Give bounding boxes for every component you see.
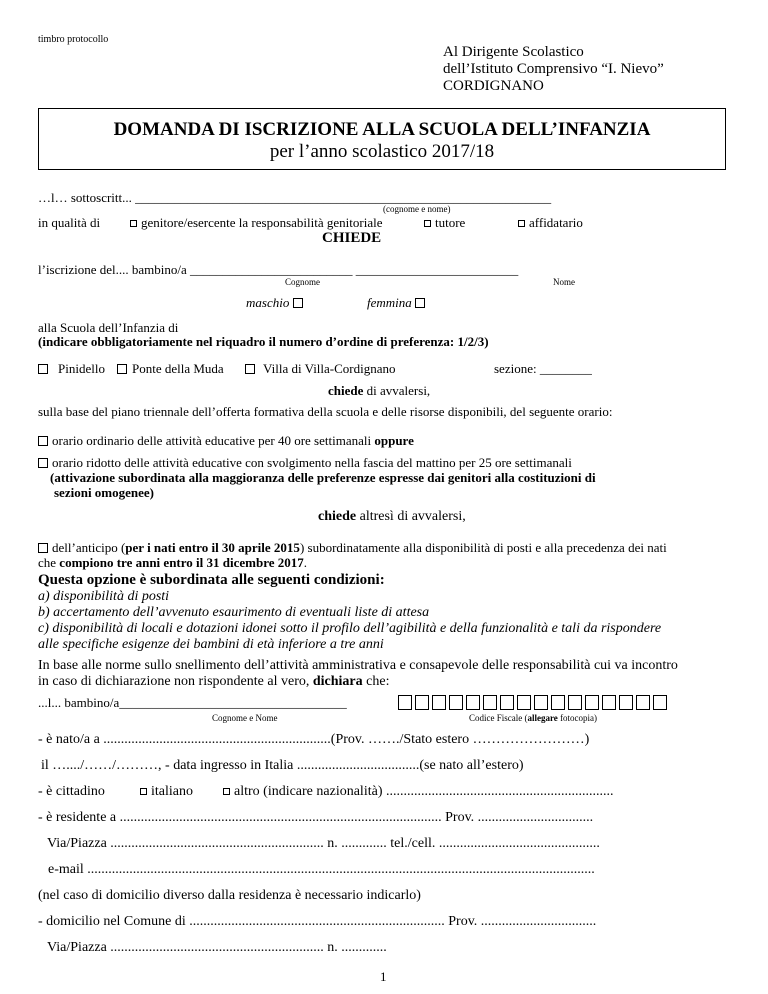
role-parent-option[interactable]: genitore/esercente la responsabilità genitoriale xyxy=(130,215,382,231)
birth-place-field[interactable]: - è nato/a a .................................................................(Prov. ……./Stato estero ……………………) xyxy=(38,732,590,747)
recipient-line-3: CORDIGNANO xyxy=(443,78,544,94)
schedule-option-ordinary[interactable]: orario ordinario delle attività educative per 40 ore settimanali oppure xyxy=(38,433,414,449)
surname-caption: Cognome xyxy=(285,277,320,287)
domicile-field[interactable]: - domicilio nel Comune di ......................................................................... Prov. ................................. xyxy=(38,914,597,929)
pinidello-box[interactable] xyxy=(38,364,48,374)
ordinary-schedule-checkbox[interactable] xyxy=(38,436,48,446)
reduced-note-1: (attivazione subordinata alla maggioranza delle preferenze espresse dai genitori alla costituzioni di xyxy=(50,470,596,485)
schedule-option-reduced[interactable]: orario ridotto delle attività educative con svolgimento nella fascia del mattino per 25 ore settimanali xyxy=(38,455,572,471)
child-name-caption: Cognome e Nome xyxy=(212,713,278,723)
fiscal-code-caption: Codice Fiscale (allegare fotocopia) xyxy=(469,713,598,723)
condition-c-1: c) disponibilità di locali e dotazioni idonei sotto il profilo dell’agibilità e della funzionalità e tali da rispondere xyxy=(38,621,662,636)
schedule-request: chiede di avvalersi, xyxy=(328,383,431,398)
fiscal-code-char-box[interactable] xyxy=(619,695,633,710)
fiscal-code-char-box[interactable] xyxy=(551,695,565,710)
citizen-italian-option[interactable]: italiano xyxy=(140,784,193,800)
citizen-label: - è cittadino xyxy=(38,784,105,799)
fiscal-code-char-box[interactable] xyxy=(398,695,412,710)
fiscal-code-char-box[interactable] xyxy=(415,695,429,710)
villa-box[interactable] xyxy=(245,364,255,374)
title-box xyxy=(38,108,726,170)
role-label: in qualità di xyxy=(38,215,101,230)
name-caption: Nome xyxy=(553,277,575,287)
early-request: chiede altresì di avvalersi, xyxy=(318,509,466,524)
female-checkbox[interactable] xyxy=(415,298,425,308)
domicile-note: (nel caso di domicilio diverso dalla residenza è necessario indicarlo) xyxy=(38,888,421,903)
reduced-schedule-checkbox[interactable] xyxy=(38,458,48,468)
birth-date-field[interactable]: il …..../……/………, - data ingresso in Italia ...................................(se nato all’estero) xyxy=(41,758,524,773)
child-name-line[interactable]: l’iscrizione del.... bambino/a _________________________ _________________________ xyxy=(38,262,519,277)
fiscal-code-char-box[interactable] xyxy=(602,695,616,710)
stamp-label: timbro protocollo xyxy=(38,34,109,45)
recipient-line-2: dell’Istituto Comprensivo “I. Nievo” xyxy=(443,61,664,77)
residence-field[interactable]: - è residente a ............................................................................................ Prov. ................................. xyxy=(38,810,594,825)
male-option[interactable]: maschio xyxy=(246,295,307,311)
school-option-ponte-della-muda[interactable]: Ponte della Muda xyxy=(117,361,224,377)
citizen-italian-checkbox[interactable] xyxy=(140,788,147,795)
reduced-note-2: sezioni omogenee) xyxy=(54,485,155,500)
fiscal-code-char-box[interactable] xyxy=(653,695,667,710)
fiscal-code-char-box[interactable] xyxy=(585,695,599,710)
conditions-list xyxy=(38,589,661,653)
role-foster-checkbox[interactable] xyxy=(518,220,525,227)
recipient-block xyxy=(443,44,664,95)
form-title: DOMANDA DI ISCRIZIONE ALLA SCUOLA DELL’INFANZIA xyxy=(113,119,651,140)
school-option-pinidello[interactable]: Pinidello xyxy=(38,361,105,377)
male-checkbox[interactable] xyxy=(293,298,303,308)
fiscal-code-char-box[interactable] xyxy=(568,695,582,710)
schedule-basis: sulla base del piano triennale dell’offerta formativa della scuola e delle risorse disponibili, del seguente orario: xyxy=(38,404,613,419)
school-instruction: (indicare obbligatoriamente nel riquadro il numero d’ordine di preferenza: 1/2/3) xyxy=(38,334,489,349)
citizen-other-option[interactable]: altro (indicare nazionalità) ................................................................. xyxy=(223,784,613,800)
child-full-name-line[interactable]: ...l... bambino/a___________________________________ xyxy=(38,695,347,710)
ponte-della-muda-box[interactable] xyxy=(117,364,127,374)
condition-c-2: alle specifiche esigenze dei bambini di età inferiore a tre anni xyxy=(38,637,384,652)
declaration-line-2: in caso di dichiarazione non rispondente al vero, dichiara che: xyxy=(38,674,390,689)
citizen-other-checkbox[interactable] xyxy=(223,788,230,795)
fiscal-code-char-box[interactable] xyxy=(534,695,548,710)
school-option-villa[interactable]: Villa di Villa-Cordignano xyxy=(245,361,396,377)
role-tutor-option[interactable]: tutore xyxy=(424,215,465,231)
declaration-line-1: In base alle norme sullo snellimento dell’attività amministrativa e consapevole delle responsabilità cui va incontro xyxy=(38,658,678,673)
signer-name-line[interactable]: …l… sottoscritt... ________________________________________________________________ xyxy=(38,190,552,205)
fiscal-code-char-box[interactable] xyxy=(636,695,650,710)
conditions-heading: Questa opzione è subordinata alle seguenti condizioni: xyxy=(38,572,385,588)
email-field[interactable]: e-mail ................................................................................................................................................. xyxy=(48,862,595,877)
condition-b: b) accertamento dell’avvenuto esaurimento di eventuali liste di attesa xyxy=(38,605,430,620)
chiede-heading: CHIEDE xyxy=(322,230,382,246)
fiscal-code-char-box[interactable] xyxy=(449,695,463,710)
female-option[interactable]: femmina xyxy=(367,295,429,311)
form-subtitle: per l’anno scolastico 2017/18 xyxy=(269,141,495,162)
recipient-line-1: Al Dirigente Scolastico xyxy=(443,44,584,60)
signer-name-caption: (cognome e nome) xyxy=(383,204,451,214)
role-parent-checkbox[interactable] xyxy=(130,220,137,227)
domicile-street-field[interactable]: Via/Piazza ............................................................. n. ............. xyxy=(47,940,387,955)
street-phone-field[interactable]: Via/Piazza ............................................................. n. ............. tel./cell. .............................................. xyxy=(47,836,600,851)
fiscal-code-char-box[interactable] xyxy=(500,695,514,710)
early-checkbox[interactable] xyxy=(38,543,48,553)
school-intro: alla Scuola dell’Infanzia di xyxy=(38,320,179,335)
condition-a: a) disponibilità di posti xyxy=(38,589,170,604)
section-field[interactable]: sezione: ________ xyxy=(494,361,592,376)
role-foster-option[interactable]: affidatario xyxy=(518,215,583,231)
fiscal-code-char-box[interactable] xyxy=(483,695,497,710)
early-line-2: che compiono tre anni entro il 31 dicembre 2017. xyxy=(38,555,308,570)
page-number: 1 xyxy=(380,969,387,984)
fiscal-code-boxes[interactable] xyxy=(398,693,670,711)
fiscal-code-char-box[interactable] xyxy=(432,695,446,710)
early-option[interactable]: dell’anticipo (per i nati entro il 30 aprile 2015) subordinatamente alla disponibilità di posti e alla precedenza dei nati xyxy=(38,540,667,556)
fiscal-code-char-box[interactable] xyxy=(466,695,480,710)
role-tutor-checkbox[interactable] xyxy=(424,220,431,227)
fiscal-code-char-box[interactable] xyxy=(517,695,531,710)
